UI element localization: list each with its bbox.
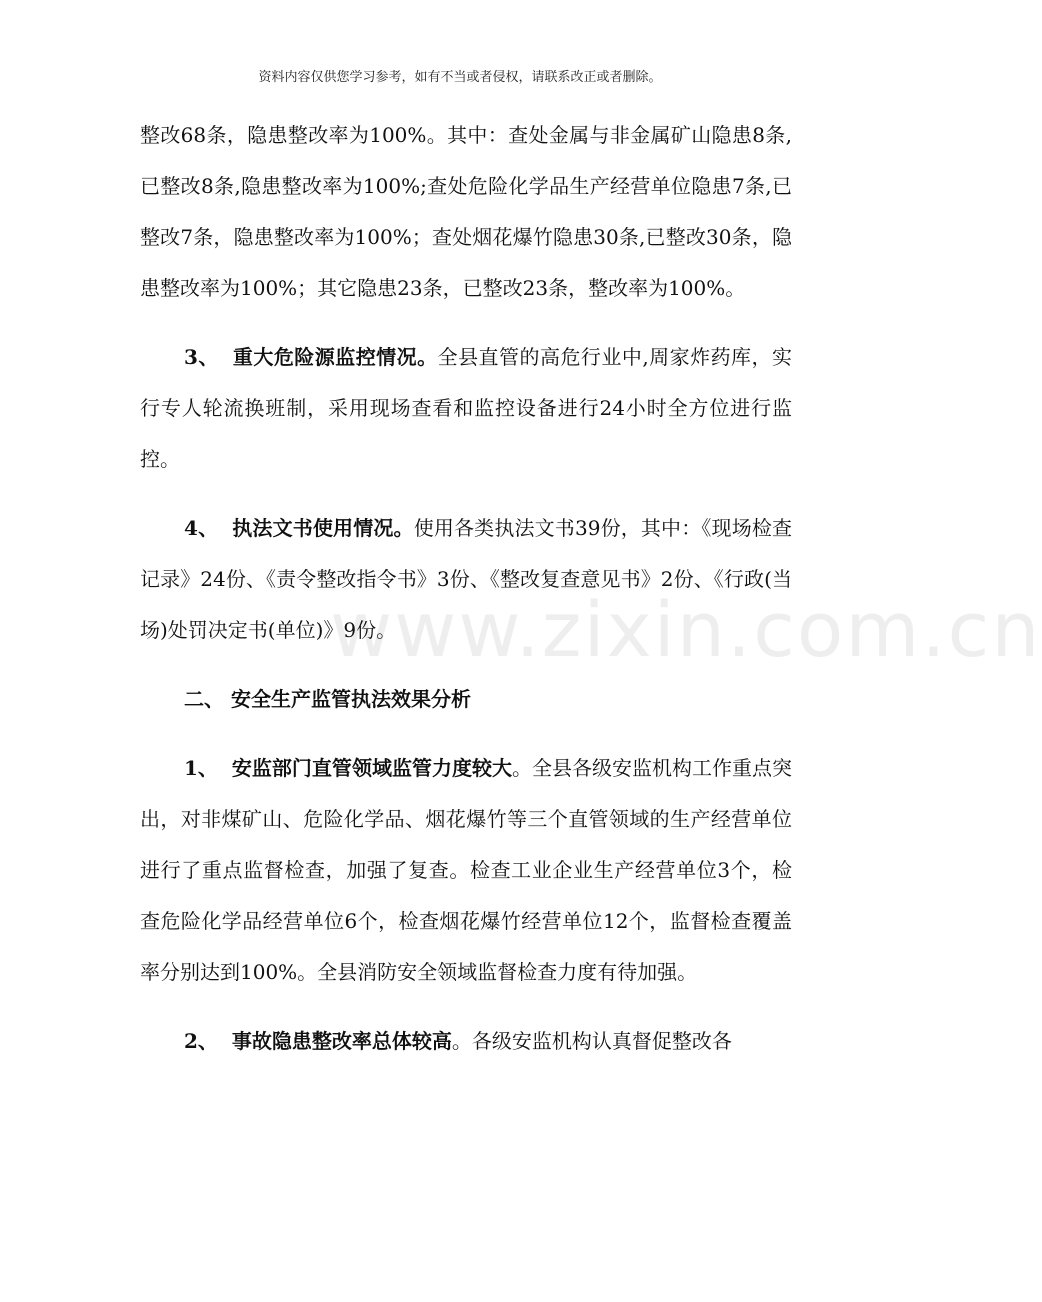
document-body [140, 110, 792, 1067]
item-heading: 事故隐患整改率总体较高 [231, 1029, 452, 1053]
section-title [140, 674, 792, 725]
paragraph-text: 使用各类执法文书39份，其中：《现场检查记录》24份、《责令整改指令书》3份、《整改复查意见书》2份、《行政(当场)处罚决定书(单位)》9份。 [140, 516, 793, 642]
watermark: www.zixin.com.cn [330, 585, 1042, 674]
item-number: 2、 [184, 1029, 218, 1053]
paragraph-supervision-strength [140, 743, 792, 998]
item-heading: 安监部门直管领域监管力度较大 [231, 756, 512, 780]
paragraph-text: 全县直管的高危行业中,周家炸药库，实行专人轮流换班制，采用现场查看和监控设备进行24小时全方位进行监控。 [140, 345, 793, 471]
paragraph-rectification-rate [140, 1016, 792, 1067]
paragraph-enforcement-documents [140, 503, 792, 656]
item-number: 3、 [184, 345, 219, 369]
section-heading: 二、 安全生产监管执法效果分析 [184, 687, 471, 711]
paragraph-major-hazard-monitoring [140, 332, 792, 485]
paragraph-rectification-summary [140, 110, 792, 314]
item-number: 1、 [184, 756, 218, 780]
paragraph-text: 整改68条，隐患整改率为100%。其中：查处金属与非金属矿山隐患8条,已整改8条,隐患整改率为100%;查处危险化学品生产经营单位隐患7条,已整改7条，隐患整改率为100%；查处烟花爆竹隐患30条,已整改30条，隐患整改率为100%；其它隐患23条，已整改23条，整改率为100%。 [140, 123, 792, 300]
header-disclaimer: 资料内容仅供您学习参考，如有不当或者侵权，请联系改正或者删除。 [258, 70, 662, 85]
item-heading: 重大危险源监控情况。 [232, 345, 438, 369]
item-number: 4、 [184, 516, 219, 540]
item-heading: 执法文书使用情况。 [232, 516, 414, 540]
paragraph-text: 。各级安监机构认真督促整改各 [451, 1029, 732, 1053]
paragraph-text: 。全县各级安监机构工作重点突出，对非煤矿山、危险化学品、烟花爆竹等三个直管领域的生产经营单位进行了重点监督检查，加强了复查。检查工业企业生产经营单位3个，检查危险化学品经营单位6个，检查烟花爆竹经营单位12个，监督检查覆盖率分别达到100%。全县消防安全领域监督检查力度有待加强。 [140, 756, 793, 984]
